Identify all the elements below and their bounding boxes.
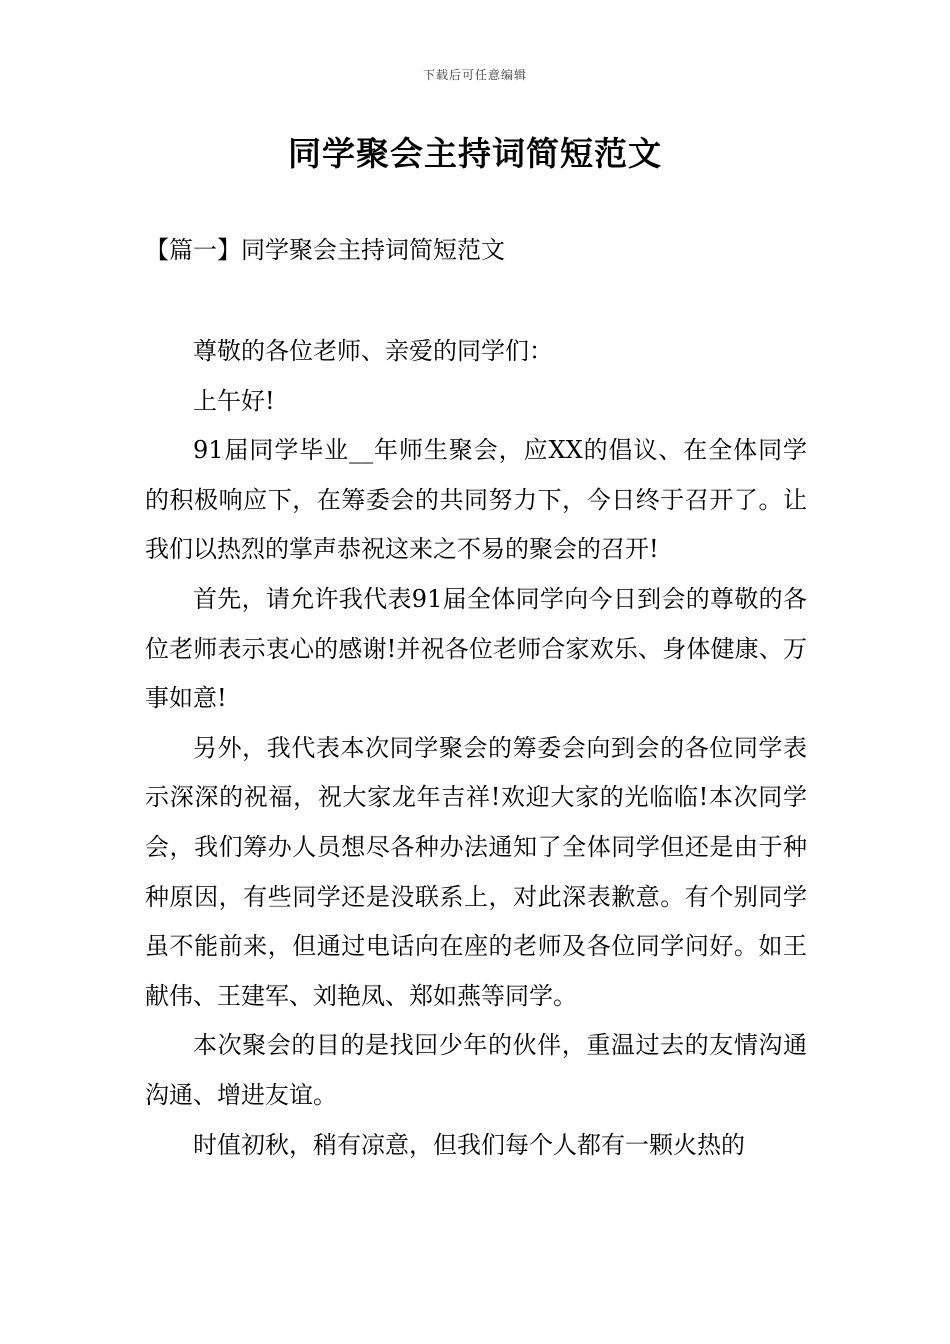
paragraph-purpose: 本次聚会的目的是找回少年的伙伴，重温过去的友情沟通沟通、增进友谊。 (145, 1031, 807, 1109)
paragraph-welcome-classmates: 另外，我代表本次同学聚会的筹委会向到会的各位同学表示深深的祝福，祝大家龙年吉祥!欢迎大家的光临临!本次同学会，我们筹办人员想尽各种办法通知了全体同学但还是由于种种原因，有些同学还是没联系上，对此深表歉意。有个别同学虽不能前来，但通过电话向在座的老师及各位同学问好。如王献伟、王建军、刘艳凤、郑如燕等同学。 (145, 733, 807, 1010)
page-title: 同学聚会主持词简短范文 (288, 134, 662, 173)
paragraph-good-morning: 上午好! (193, 386, 275, 415)
paragraph-autumn: 时值初秋，稍有凉意，但我们每个人都有一颗火热的 (193, 1130, 745, 1159)
paragraph-opening: 91届同学毕业__年师生聚会，应XX的倡议、在全体同学的积极响应下，在筹委会的共同努力下，今日终于召开了。让我们以热烈的掌声恭祝这来之不易的聚会的召开! (145, 436, 807, 564)
paragraph-thanks-teachers: 首先，请允许我代表91届全体同学向今日到会的尊敬的各位老师表示衷心的感谢!并祝各位老师合家欢乐、身体健康、万事如意! (145, 584, 807, 713)
header-note: 下载后可任意编辑 (422, 68, 527, 82)
document-body (145, 327, 807, 1170)
paragraph-greeting: 尊敬的各位老师、亲爱的同学们： (193, 337, 553, 365)
section-heading: 【篇一】同学聚会主持词简短范文 (145, 236, 505, 264)
